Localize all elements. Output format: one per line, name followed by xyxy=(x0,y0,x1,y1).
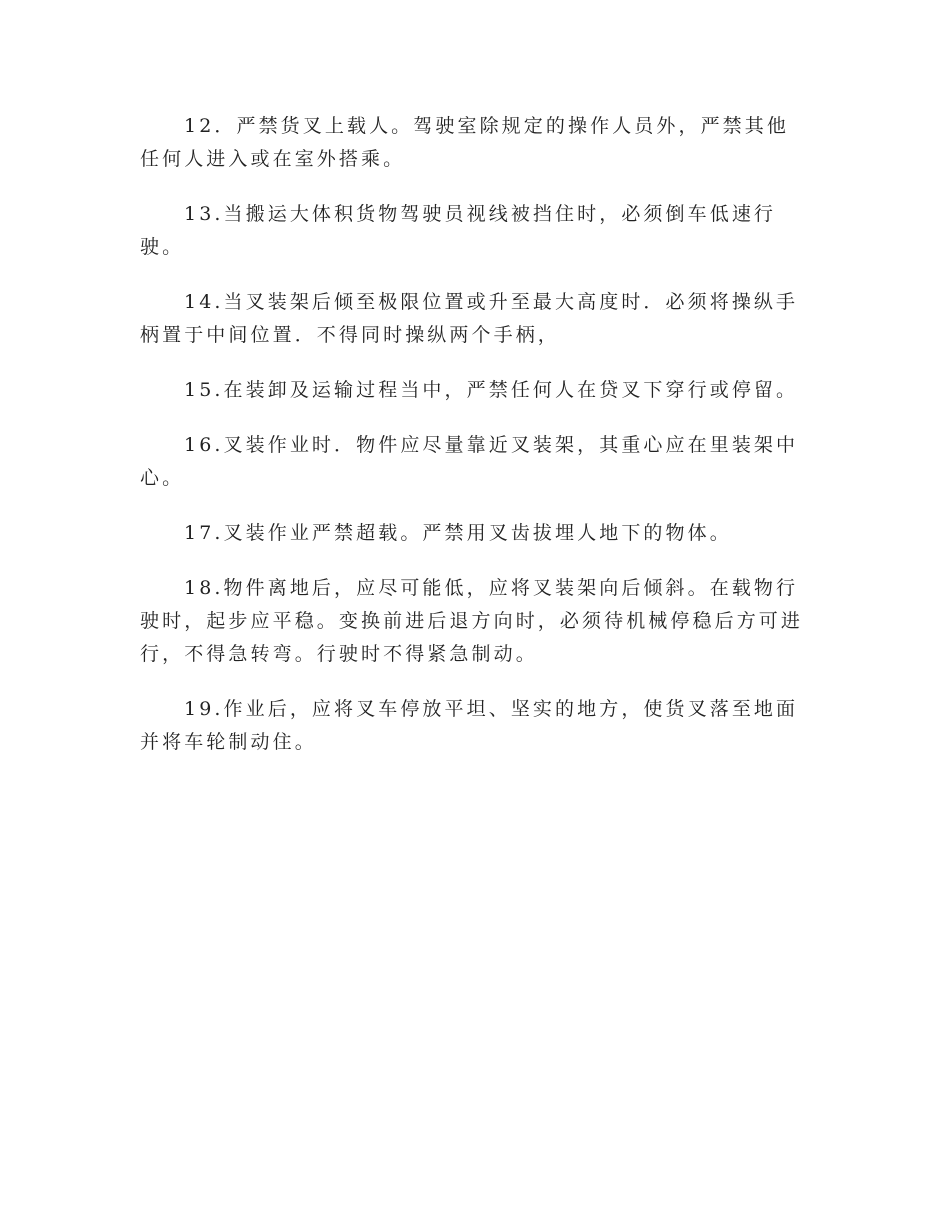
paragraph-18: 18.物件离地后，应尽可能低，应将叉装架向后倾斜。在载物行驶时，起步应平稳。变换前进后退方向时，必须待机械停稳后方可进行，不得急转弯。行驶时不得紧急制动。 xyxy=(140,577,804,665)
paragraph-13: 13.当搬运大体积货物驾驶员视线被挡住时，必须倒车低速行驶。 xyxy=(140,203,777,258)
paragraph-19: 19.作业后，应将叉车停放平坦、坚实的地方，使货叉落至地面并将车轮制动住。 xyxy=(140,698,799,753)
paragraph-16: 16.叉装作业时．物件应尽量靠近叉装架，其重心应在里装架中心。 xyxy=(140,434,799,489)
document-body xyxy=(140,110,810,781)
paragraph-15: 15.在装卸及运输过程当中，严禁任何人在贷叉下穿行或停留。 xyxy=(184,379,799,401)
paragraph-14: 14.当叉装架后倾至极限位置或升至最大高度时．必须将操纵手柄置于中间位置．不得同时操纵两个手柄， xyxy=(140,291,799,346)
paragraph-12: 12．严禁货叉上载人。驾驶室除规定的操作人员外，严禁其他任何人进入或在室外搭乘。 xyxy=(140,115,789,170)
paragraph-17: 17.叉装作业严禁超载。严禁用叉齿拔埋人地下的物体。 xyxy=(184,522,732,544)
